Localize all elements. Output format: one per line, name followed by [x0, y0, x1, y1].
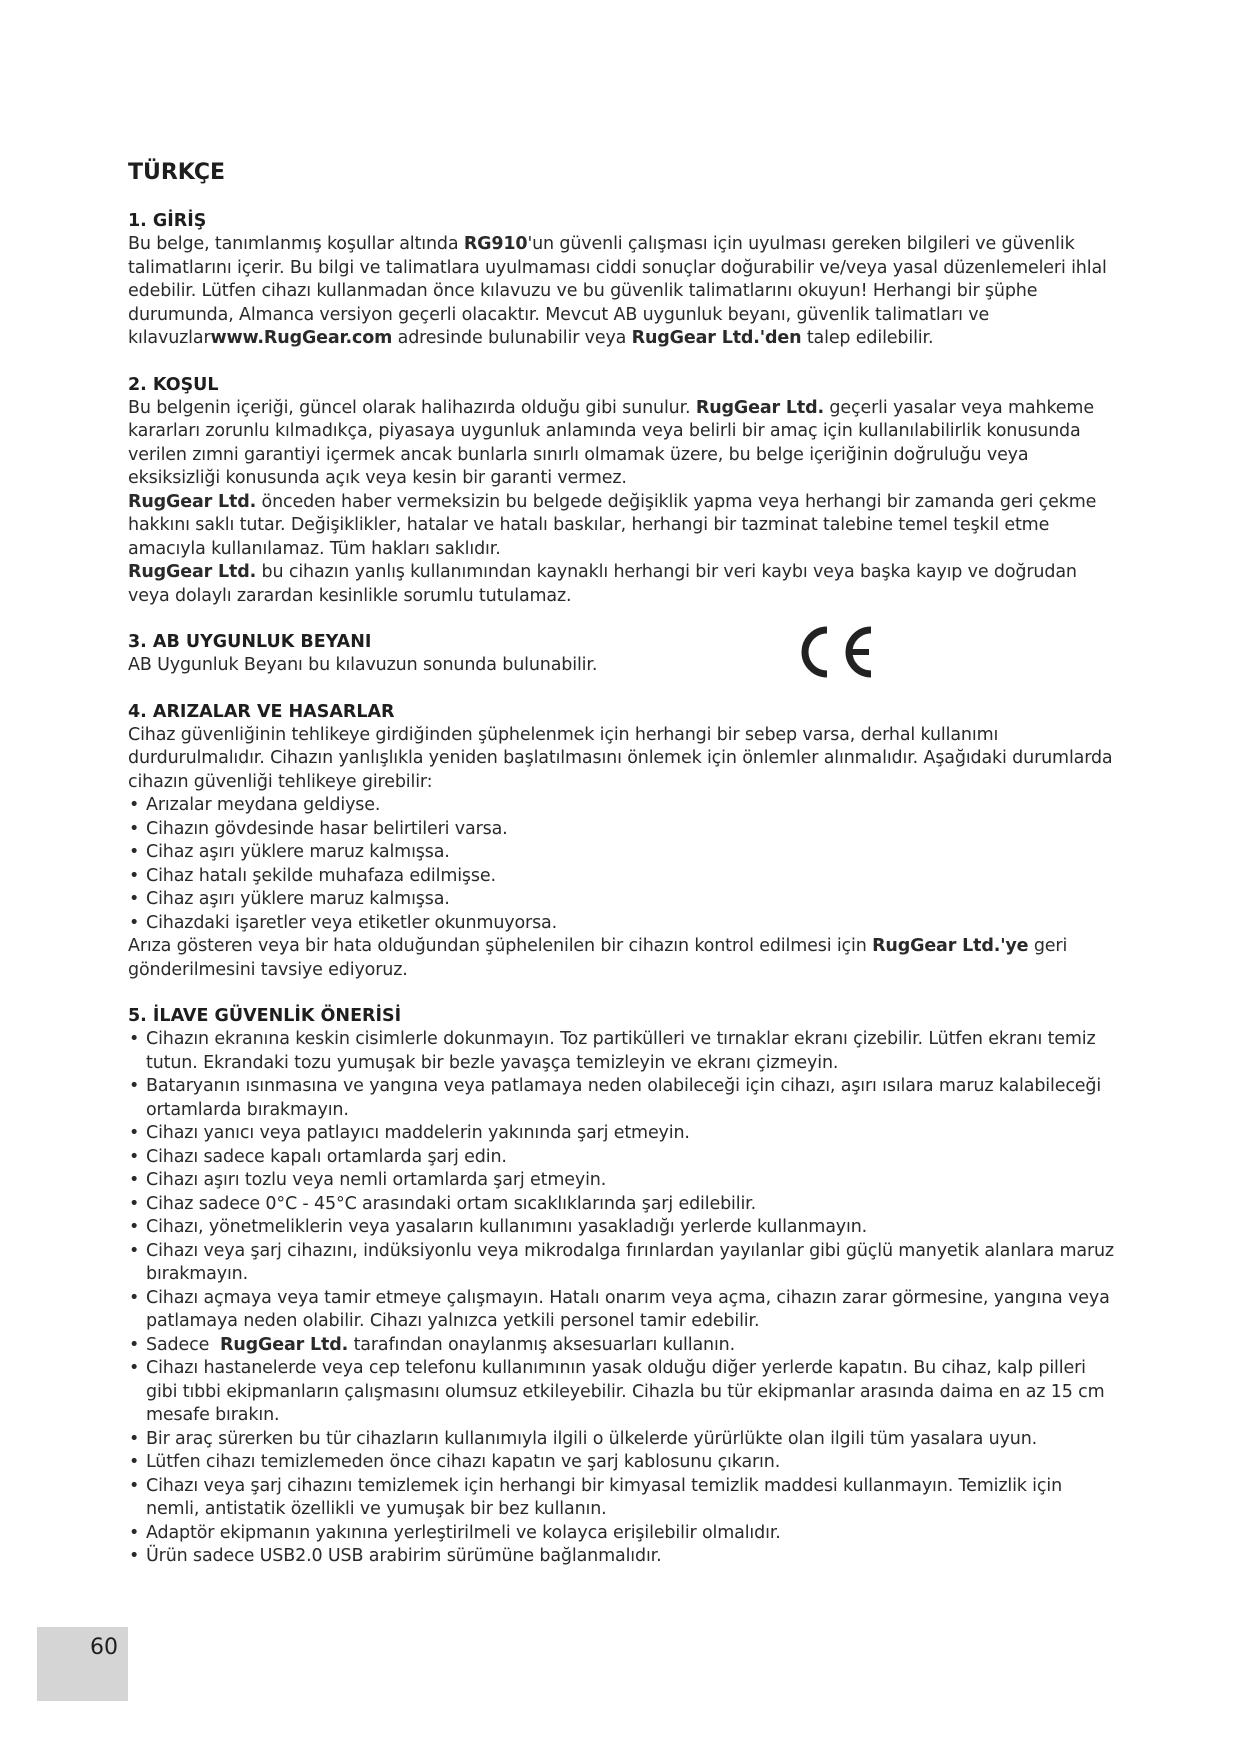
condition-paragraph-2 [128, 491, 1118, 562]
model-name: RG910 [463, 234, 528, 254]
section-heading-condition: 2. KOŞUL [128, 374, 219, 395]
section-heading-eu-conformity: 3. AB UYGUNLUK BEYANI [128, 632, 372, 652]
list-item: • Cihazın ekranına keskin cisimlerle dokunmayın. Toz partikülleri ve tırnaklar ekranı çizebilir. Lütfen ekranı temiz tutun. Ekrandaki tozu yumuşak bir bezle yavaşça temizleyin ve ekranı çizmeyin. [128, 1028, 1118, 1075]
website-link: www.RugGear.com [210, 328, 393, 348]
list-item: • Cihaz hatalı şekilde muhafaza edilmişse. [128, 865, 1118, 889]
section-heading-faults: 4. ARIZALAR VE HASARLAR [128, 701, 395, 722]
list-item [128, 1334, 1118, 1358]
ce-mark-icon [793, 622, 883, 682]
company-name: RugGear Ltd.'den [631, 328, 802, 348]
introduction-paragraph [128, 233, 1118, 351]
list-item: • Lütfen cihazı temizlemeden önce cihazı kapatın ve şarj kablosunu çıkarın. [128, 1451, 1118, 1475]
text-run: Bu belgenin içeriği, güncel olarak halihazırda olduğu gibi sunulur. [128, 397, 696, 418]
list-item: • Cihaz aşırı yüklere maruz kalmışsa. [128, 841, 1118, 865]
text-run: geri gönderilmesini tavsiye ediyoruz. [128, 936, 1068, 980]
text-run: 'un güvenli çalışması için uyulması gereken bilgileri ve güvenlik talimatlarını içerir. Bu bilgi ve talimatlara uyulmaması ciddi sonuçlar doğurabilir ve/veya yasal düzenlemeleri ihlal edebilir. Lütfen cihazı kullanmadan önce kılavuzu ve bu güvenlik talimatlarını okuyun! Herhangi bir şüphe durumunda, Almanca versiyon geçerli olacaktır. Mevcut AB uygunluk beyanı, güvenlik talimatları ve kılavuzlar [128, 234, 1107, 348]
text-run: adresinde bulunabilir veya [392, 328, 632, 348]
faults-outro [128, 935, 1118, 982]
section-faults-damages [128, 700, 1118, 983]
condition-paragraph-1 [128, 397, 1118, 491]
section-eu-conformity [128, 630, 1118, 678]
list-item: • Cihazı sadece kapalı ortamlarda şarj edin. [128, 1146, 1118, 1170]
text-run: Arıza gösteren veya bir hata olduğundan şüphelenilen bir cihazın kontrol edilmesi için [128, 936, 873, 956]
page-number: 60 [90, 1635, 118, 1660]
text-run: geçerli yasalar veya mahkeme kararları zorunlu kılmadıkça, piyasaya uygunluk anlamında veya belirli bir amaç için kullanılabilirlik konusunda verilen zımni garantiyi içermek ancak bunlarla sınırlı olmamak üzere, bu belge içeriğinin doğruluğu veya eksiksizliği konusunda açık veya kesin bir garanti vermez. [128, 397, 1094, 488]
page-number-box [37, 1627, 128, 1701]
section-additional-safety [128, 1004, 1118, 1569]
list-item: • Cihazı hastanelerde veya cep telefonu kullanımının yasak olduğu diğer yerlerde kapatın. Bu cihaz, kalp pilleri gibi tıbbi ekipmanların çalışmasını olumsuz etkileyebilir. Cihazla bu tür ekipmanlar arasında daima en az 15 cm mesafe bırakın. [128, 1357, 1118, 1428]
text-run: talep edilebilir. [801, 328, 934, 348]
document-page [128, 160, 1118, 1591]
list-item: • Arızalar meydana geldiyse. [128, 794, 1118, 818]
company-name: RugGear Ltd.'ye [872, 936, 1029, 956]
page-title: TÜRKÇE [128, 160, 226, 185]
section-heading-introduction: 1. GİRİŞ [128, 211, 207, 231]
section-condition [128, 373, 1118, 609]
text-run: tarafından onaylanmış aksesuarları kullanın. [348, 1334, 736, 1355]
text-run: bu cihazın yanlış kullanımından kaynaklı herhangi bir veri kaybı veya başka kayıp ve doğrudan veya dolaylı zarardan kesinlikle sorumlu tutulamaz. [128, 562, 1077, 606]
condition-paragraph-3 [128, 561, 1118, 608]
list-item: • Cihazı, yönetmeliklerin veya yasaların kullanımını yasakladığı yerlerde kullanmayın. [128, 1216, 1118, 1240]
section-heading-safety: 5. İLAVE GÜVENLİK ÖNERİSİ [128, 1006, 402, 1026]
list-item: • Cihazı yanıcı veya patlayıcı maddelerin yakınında şarj etmeyin. [128, 1122, 1118, 1146]
faults-list [128, 794, 1118, 935]
list-item: • Bir araç sürerken bu tür cihazların kullanımıyla ilgili o ülkelerde yürürlükte olan ilgili tüm yasalara uyun. [128, 1428, 1118, 1452]
text-run: önceden haber vermeksizin bu belgede değişiklik yapma veya herhangi bir zamanda geri çekme hakkını saklı tutar. Değişiklikler, hatalar ve hatalı baskılar, herhangi bir tazminat talebine temel teşkil etme amacıyla kullanılamaz. Tüm hakları saklıdır. [128, 491, 1097, 559]
list-item: • Cihazdaki işaretler veya etiketler okunmuyorsa. [128, 912, 1118, 936]
list-item: • Cihazı açmaya veya tamir etmeye çalışmayın. Hatalı onarım veya açma, cihazın zarar görmesine, yangına veya patlamaya neden olabilir. Cihazı yalnızca yetkili personel tamir edebilir. [128, 1287, 1118, 1334]
company-name: RugGear Ltd. [220, 1334, 349, 1355]
list-item: • Cihaz sadece 0°C - 45°C arasındaki ortam sıcaklıklarında şarj edilebilir. [128, 1193, 1118, 1217]
list-item: • Cihazın gövdesinde hasar belirtileri varsa. [128, 818, 1118, 842]
list-item: • Bataryanın ısınmasına ve yangına veya patlamaya neden olabileceği için cihazı, aşırı ısılara maruz kalabileceği ortamlarda bırakmayın. [128, 1075, 1118, 1122]
text-run: Sadece [146, 1334, 221, 1355]
text-run: Bu belge, tanımlanmış koşullar altında [128, 234, 464, 254]
list-item: • Cihazı veya şarj cihazını, indüksiyonlu veya mikrodalga fırınlardan yayılanlar gibi güçlü manyetik alanlara maruz bırakmayın. [128, 1240, 1118, 1287]
company-name: RugGear Ltd. [695, 397, 824, 418]
section-introduction [128, 209, 1118, 351]
list-item: • Cihazı aşırı tozlu veya nemli ortamlarda şarj etmeyin. [128, 1169, 1118, 1193]
list-item: • Cihaz aşırı yüklere maruz kalmışsa. [128, 888, 1118, 912]
company-name: RugGear Ltd. [128, 491, 257, 512]
safety-list [128, 1028, 1118, 1569]
eu-conformity-text: AB Uygunluk Beyanı bu kılavuzun sonunda bulunabilir. [128, 655, 598, 675]
list-item: • Cihazı veya şarj cihazını temizlemek için herhangi bir kimyasal temizlik maddesi kullanmayın. Temizlik için nemli, antistatik özellikli ve yumuşak bir bez kullanın. [128, 1475, 1118, 1522]
company-name: RugGear Ltd. [128, 562, 257, 582]
list-item: • Ürün sadece USB2.0 USB arabirim sürümüne bağlanmalıdır. [128, 1545, 1118, 1569]
faults-intro: Cihaz güvenliğinin tehlikeye girdiğinden şüphelenmek için herhangi bir sebep varsa, derhal kullanımı durdurulmalıdır. Cihazın yanlışlıkla yeniden başlatılmasını önlemek için önlemler alınmalıdır. Aşağıdaki durumlarda cihazın güvenliği tehlikeye girebilir: [128, 724, 1113, 792]
list-item: • Adaptör ekipmanın yakınına yerleştirilmeli ve kolayca erişilebilir olmalıdır. [128, 1522, 1118, 1546]
